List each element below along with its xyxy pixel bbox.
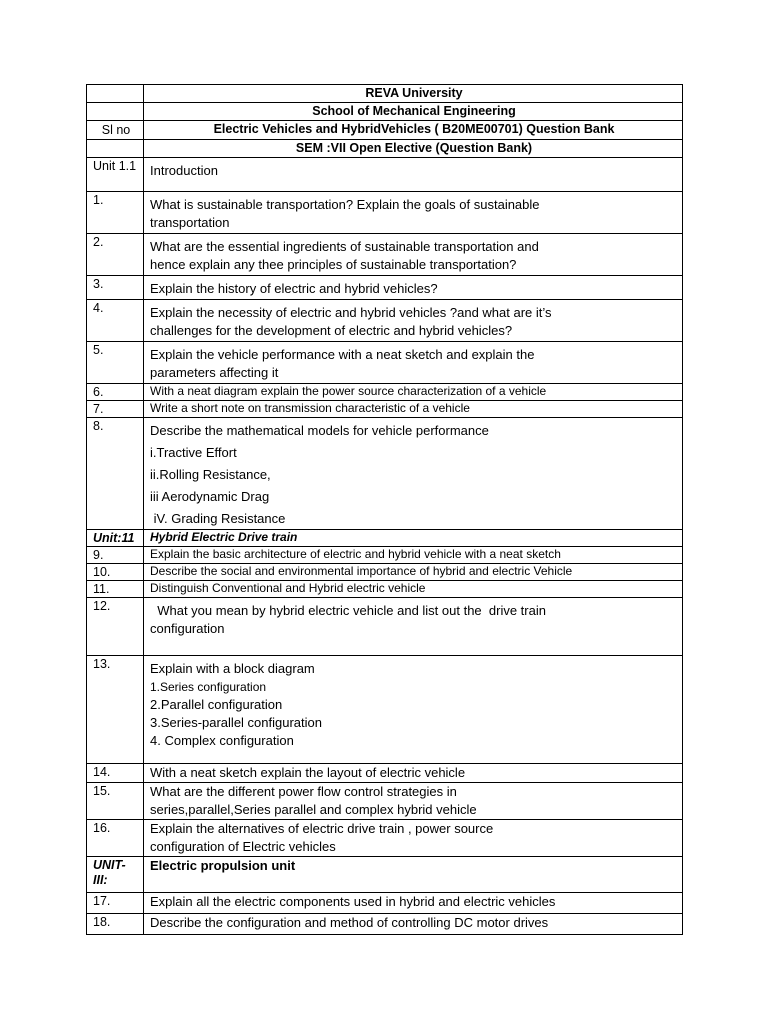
question-text: Explain all the electric components used in hybrid and electric vehicles bbox=[144, 893, 683, 914]
row-number: 9. bbox=[87, 547, 144, 564]
table-row bbox=[87, 547, 683, 564]
question-text: Write a short note on transmission characteristic of a vehicle bbox=[144, 401, 683, 418]
question-text bbox=[144, 783, 683, 820]
row-number: 13. bbox=[87, 656, 144, 764]
question-line: Explain the necessity of electric and hybrid vehicles ?and what are it’s bbox=[150, 305, 552, 320]
question-line: hence explain any thee principles of sustainable transportation? bbox=[150, 257, 517, 272]
header-blank-cell bbox=[87, 85, 144, 103]
question-text bbox=[144, 342, 683, 384]
unit-label: UNIT-III: bbox=[87, 857, 144, 893]
question-line: series,parallel,Series parallel and complex hybrid vehicle bbox=[150, 802, 477, 817]
question-line: Explain the alternatives of electric drive train , power source bbox=[150, 821, 494, 836]
table-row bbox=[87, 893, 683, 914]
question-subitem: iii Aerodynamic Drag bbox=[150, 489, 270, 504]
table-row bbox=[87, 857, 683, 893]
question-subitem: 4. Complex configuration bbox=[150, 733, 294, 748]
question-subitem: ii.Rolling Resistance, bbox=[150, 467, 271, 482]
question-text bbox=[144, 820, 683, 857]
row-number: 14. bbox=[87, 764, 144, 783]
question-line: transportation bbox=[150, 215, 230, 230]
header-blank-cell bbox=[87, 140, 144, 158]
question-text bbox=[144, 656, 683, 764]
question-line: What are the different power flow control strategies in bbox=[150, 784, 457, 799]
question-line: What you mean by hybrid electric vehicle and list out the drive train bbox=[150, 603, 546, 618]
question-text bbox=[144, 418, 683, 530]
header-blank-cell bbox=[87, 103, 144, 121]
semester-title: SEM :VII Open Elective (Question Bank) bbox=[144, 140, 683, 158]
table-row bbox=[87, 384, 683, 401]
question-line: configuration bbox=[150, 621, 225, 636]
row-number: Unit 1.1 bbox=[87, 158, 144, 192]
university-name: REVA University bbox=[144, 85, 683, 103]
unit-title: Introduction bbox=[144, 158, 683, 192]
unit-title: Hybrid Electric Drive train bbox=[144, 530, 683, 547]
question-text bbox=[144, 598, 683, 656]
question-line: What are the essential ingredients of sustainable transportation and bbox=[150, 239, 539, 254]
question-subitem: 1.Series configuration bbox=[150, 680, 267, 694]
header-row-semester bbox=[87, 140, 683, 158]
table-row bbox=[87, 234, 683, 276]
row-number: 2. bbox=[87, 234, 144, 276]
table-row bbox=[87, 764, 683, 783]
table-row bbox=[87, 342, 683, 384]
table-row bbox=[87, 418, 683, 530]
question-text bbox=[144, 234, 683, 276]
question-line: Explain the vehicle performance with a neat sketch and explain the bbox=[150, 347, 535, 362]
question-text: With a neat sketch explain the layout of electric vehicle bbox=[144, 764, 683, 783]
question-bank-table bbox=[86, 84, 683, 935]
table-row bbox=[87, 581, 683, 598]
header-row-school bbox=[87, 103, 683, 121]
question-line: challenges for the development of electric and hybrid vehicles? bbox=[150, 323, 513, 338]
question-text: With a neat diagram explain the power source characterization of a vehicle bbox=[144, 384, 683, 401]
question-line: What is sustainable transportation? Explain the goals of sustainable bbox=[150, 197, 540, 212]
table-row bbox=[87, 914, 683, 935]
row-number: 15. bbox=[87, 783, 144, 820]
question-line: Describe the mathematical models for vehicle performance bbox=[150, 423, 489, 438]
row-number: 4. bbox=[87, 300, 144, 342]
header-row-university bbox=[87, 85, 683, 103]
row-number: 10. bbox=[87, 564, 144, 581]
question-line: Explain with a block diagram bbox=[150, 661, 315, 676]
table-row bbox=[87, 300, 683, 342]
question-text bbox=[144, 300, 683, 342]
row-number: 11. bbox=[87, 581, 144, 598]
table-row bbox=[87, 276, 683, 300]
row-number: 17. bbox=[87, 893, 144, 914]
sl-no-header: Sl no bbox=[87, 121, 144, 140]
row-number: 3. bbox=[87, 276, 144, 300]
row-number: 5. bbox=[87, 342, 144, 384]
table-row bbox=[87, 656, 683, 764]
question-text: Explain the basic architecture of electric and hybrid vehicle with a neat sketch bbox=[144, 547, 683, 564]
question-text: Describe the social and environmental importance of hybrid and electric Vehicle bbox=[144, 564, 683, 581]
row-number: 7. bbox=[87, 401, 144, 418]
question-line: configuration of Electric vehicles bbox=[150, 839, 336, 854]
row-number: 16. bbox=[87, 820, 144, 857]
question-subitem: i.Tractive Effort bbox=[150, 445, 237, 460]
question-text: Describe the configuration and method of controlling DC motor drives bbox=[144, 914, 683, 935]
school-name: School of Mechanical Engineering bbox=[144, 103, 683, 121]
row-number: 1. bbox=[87, 192, 144, 234]
table-row bbox=[87, 192, 683, 234]
table-row bbox=[87, 530, 683, 547]
question-text bbox=[144, 192, 683, 234]
row-number: 18. bbox=[87, 914, 144, 935]
question-line: parameters affecting it bbox=[150, 365, 279, 380]
row-number: 8. bbox=[87, 418, 144, 530]
question-subitem: iV. Grading Resistance bbox=[150, 511, 286, 526]
course-title: Electric Vehicles and HybridVehicles ( B20ME00701) Question Bank bbox=[144, 121, 683, 140]
question-text: Explain the history of electric and hybrid vehicles? bbox=[144, 276, 683, 300]
row-number: 12. bbox=[87, 598, 144, 656]
table-row bbox=[87, 598, 683, 656]
question-subitem: 2.Parallel configuration bbox=[150, 697, 283, 712]
question-text: Distinguish Conventional and Hybrid electric vehicle bbox=[144, 581, 683, 598]
row-number: 6. bbox=[87, 384, 144, 401]
header-row-course bbox=[87, 121, 683, 140]
unit-title: Electric propulsion unit bbox=[144, 857, 683, 893]
table-row bbox=[87, 401, 683, 418]
table-row bbox=[87, 564, 683, 581]
unit-label: Unit:11 bbox=[87, 530, 144, 547]
question-subitem: 3.Series-parallel configuration bbox=[150, 715, 322, 730]
table-row bbox=[87, 783, 683, 820]
table-row bbox=[87, 158, 683, 192]
table-row bbox=[87, 820, 683, 857]
